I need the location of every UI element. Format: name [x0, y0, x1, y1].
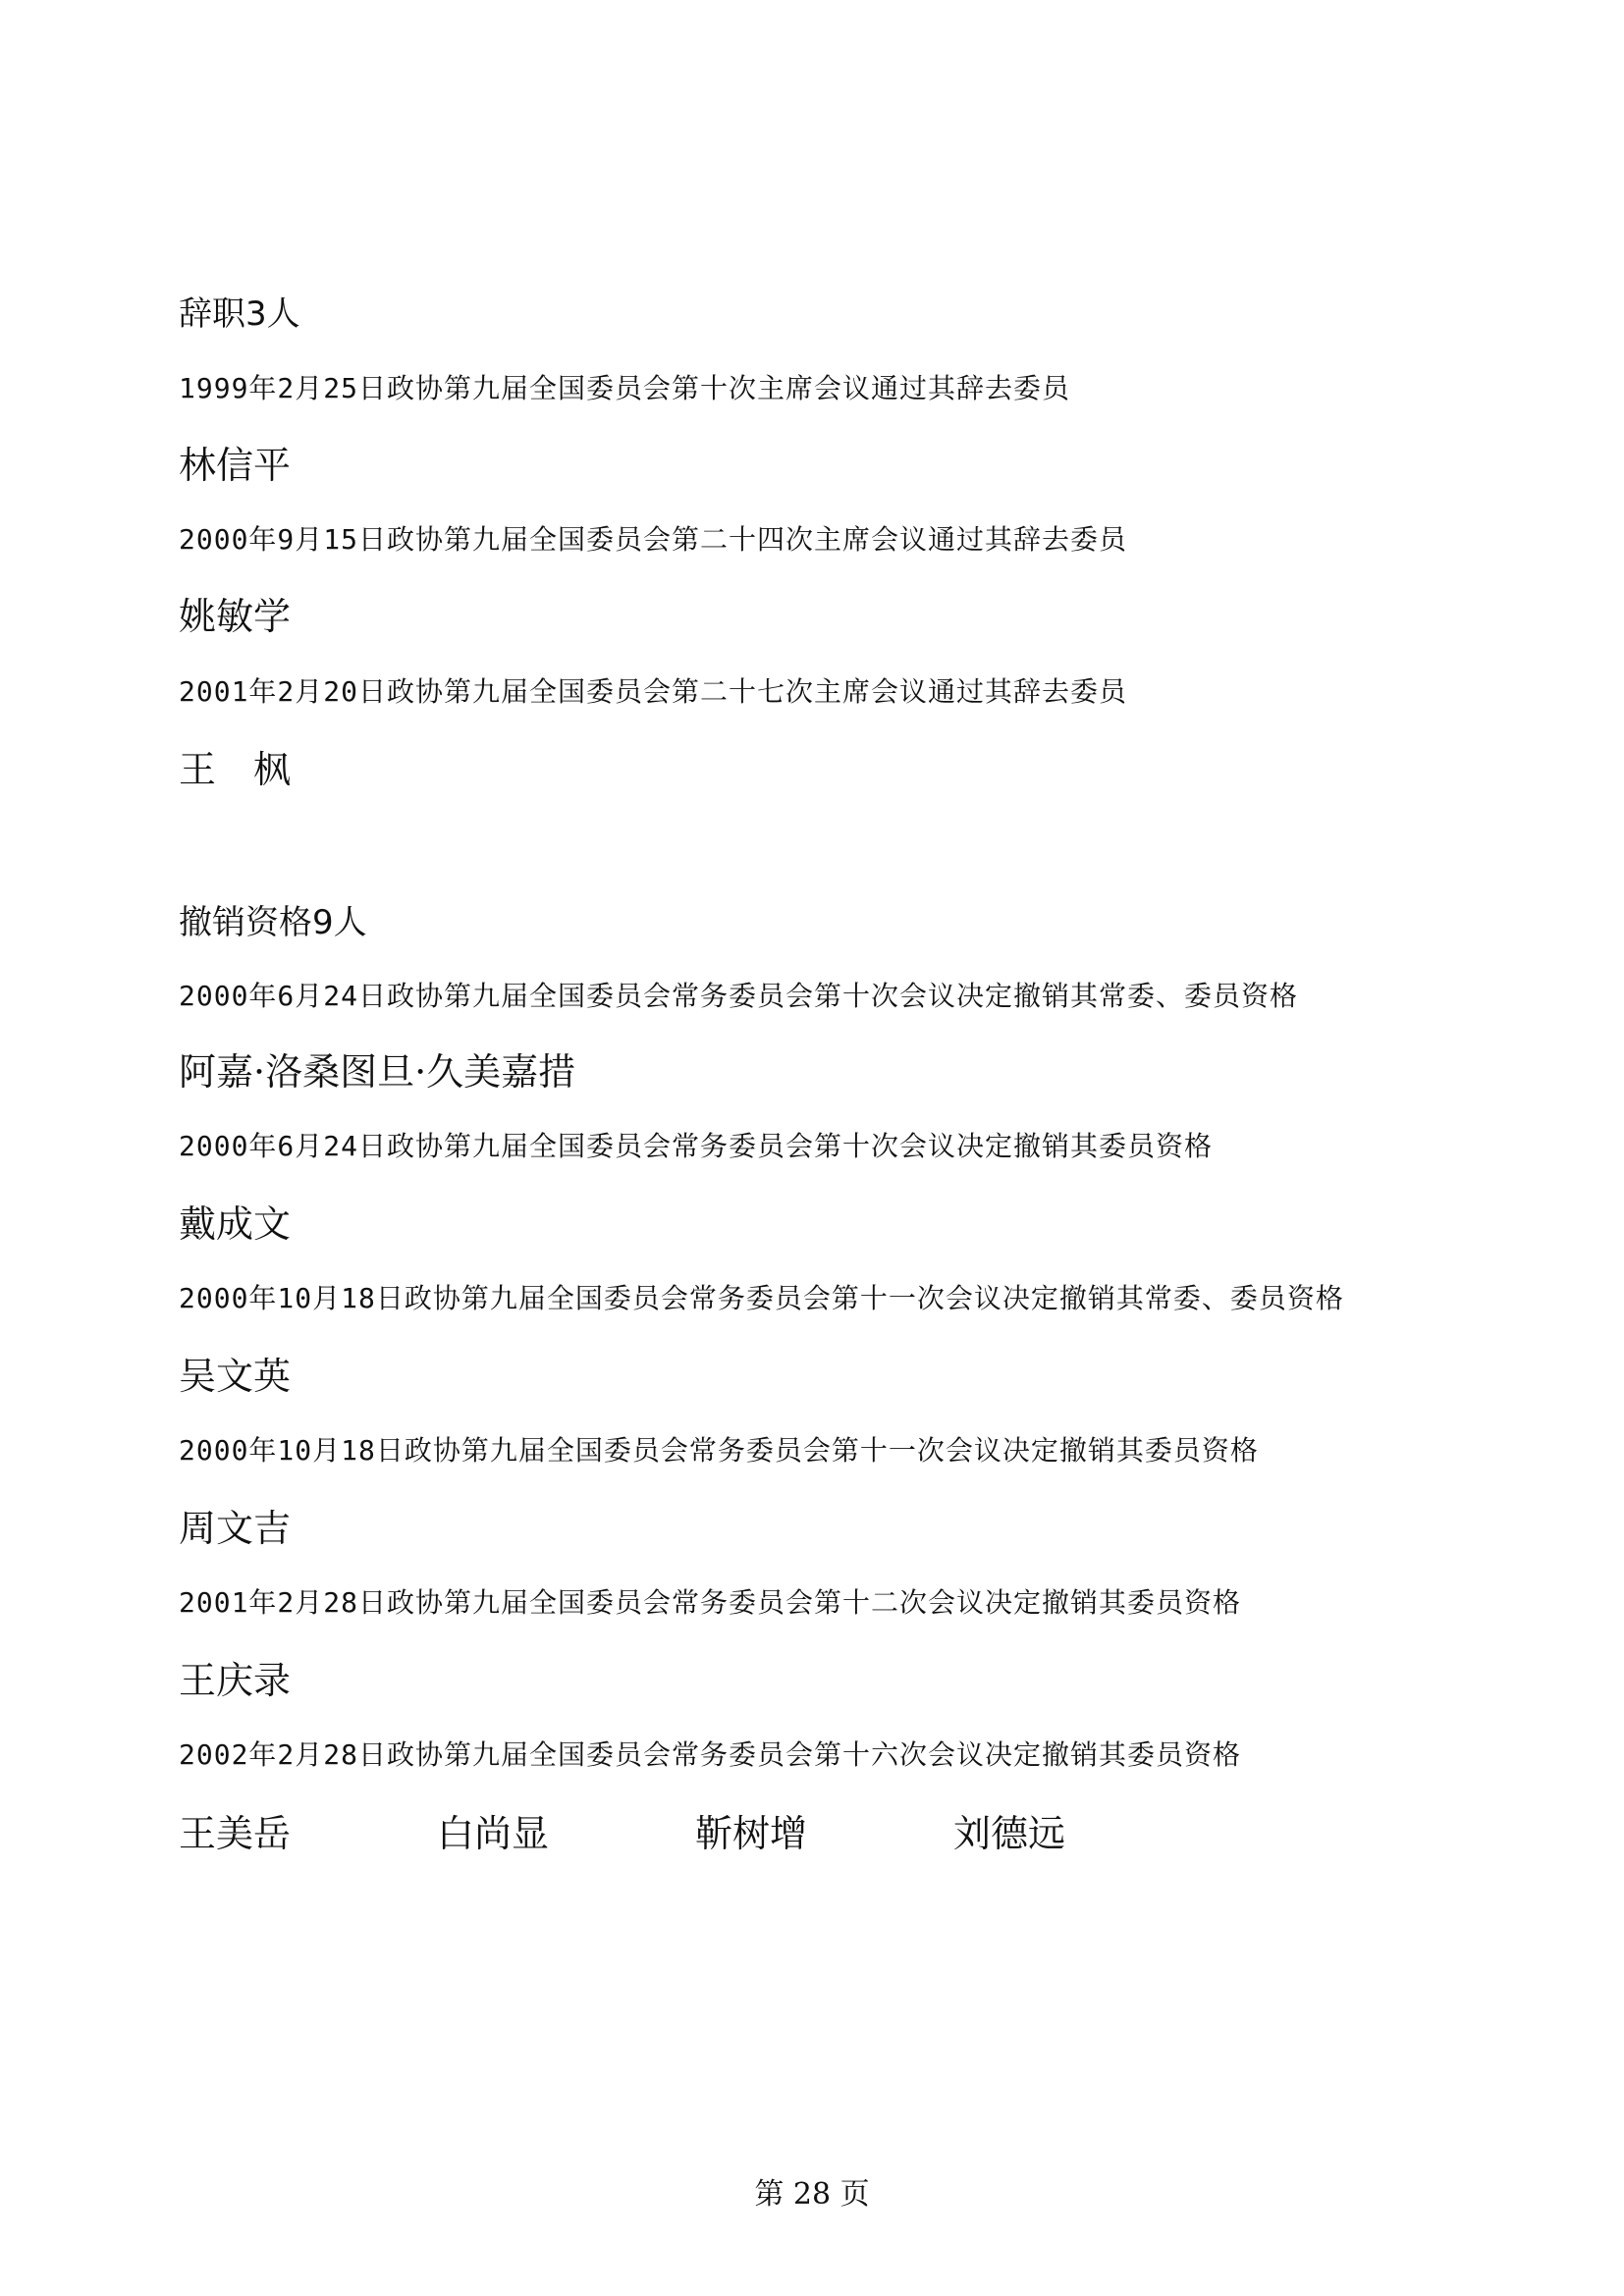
resign-note-1: 1999年2月25日政协第九届全国委员会第十次主席会议通过其辞去委员	[179, 372, 1071, 404]
resign-note-2: 2000年9月15日政协第九届全国委员会第二十四次主席会议通过其辞去委员	[179, 523, 1128, 556]
revoke-name-4: 周文吉	[179, 1507, 292, 1550]
resign-note-3: 2001年2月20日政协第九届全国委员会第二十七次主席会议通过其辞去委员	[179, 675, 1128, 708]
revoke-note-1: 2000年6月24日政协第九届全国委员会常务委员会第十次会议决定撤销其常委、委员资格	[179, 980, 1299, 1012]
revoke-final-name-1: 王美岳	[179, 1812, 292, 1855]
page-number: 第 28 页	[754, 2177, 870, 2212]
revoke-note-3: 2000年10月18日政协第九届全国委员会常务委员会第十一次会议决定撤销其常委、委员资格	[179, 1282, 1344, 1314]
revoke-note-4: 2000年10月18日政协第九届全国委员会常务委员会第十一次会议决定撤销其委员资格	[179, 1434, 1259, 1467]
revoke-final-name-2: 白尚显	[437, 1812, 550, 1855]
resign-name-2: 姚敏学	[179, 595, 292, 638]
revoke-final-name-4: 刘德远	[953, 1812, 1066, 1855]
revoke-note-2: 2000年6月24日政协第九届全国委员会常务委员会第十次会议决定撤销其委员资格	[179, 1130, 1214, 1162]
revoke-name-2: 戴成文	[179, 1202, 292, 1246]
revoke-final-name-3: 靳树增	[695, 1812, 808, 1855]
revoke-heading: 撤销资格9人	[179, 903, 367, 942]
revoke-name-5: 王庆录	[179, 1659, 292, 1702]
revoke-name-3: 吴文英	[179, 1355, 292, 1398]
resign-heading: 辞职3人	[179, 294, 300, 334]
revoke-note-6: 2002年2月28日政协第九届全国委员会常务委员会第十六次会议决定撤销其委员资格	[179, 1738, 1242, 1771]
revoke-name-1: 阿嘉·洛桑图旦·久美嘉措	[179, 1050, 576, 1094]
resign-name-3: 王 枫	[179, 748, 292, 791]
revoke-note-5: 2001年2月28日政协第九届全国委员会常务委员会第十二次会议决定撤销其委员资格	[179, 1586, 1242, 1619]
resign-name-1: 林信平	[179, 444, 292, 487]
